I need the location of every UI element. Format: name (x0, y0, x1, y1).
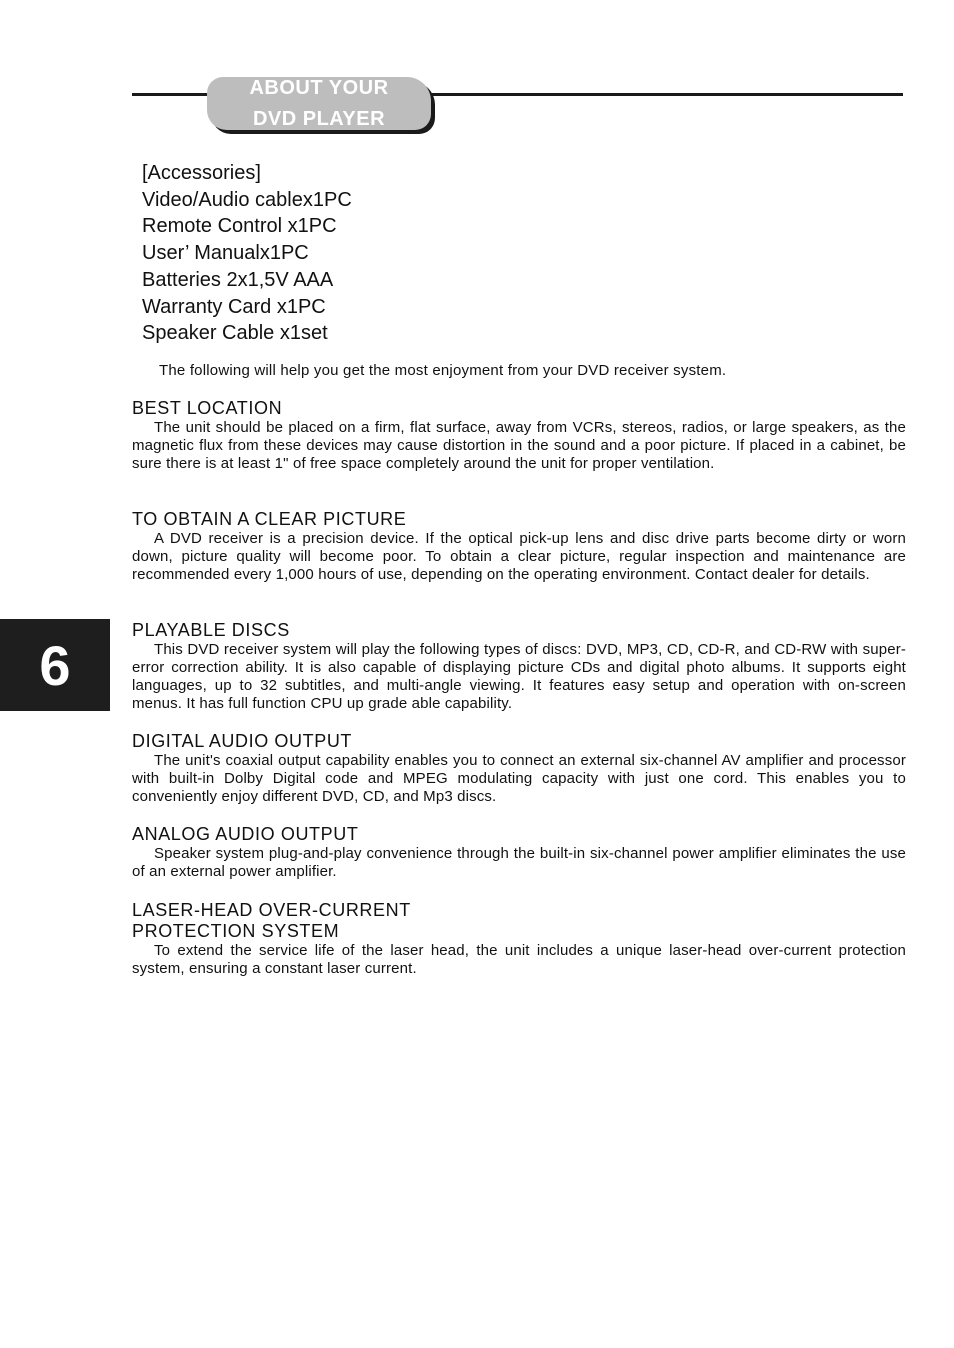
section-title: BEST LOCATION (132, 398, 283, 418)
section-title: PLAYABLE DISCS (132, 620, 290, 640)
accessories-list (142, 160, 352, 347)
accessory-item: Warranty Card x1PC (142, 295, 326, 318)
page-number: 6 (39, 633, 71, 697)
section-body: The unit should be placed on a firm, flat surface, away from VCRs, stereos, radios, or large speakers, as the magnetic flux from these devices may cause distortion in the sound and a poor picture. If placed in a cabinet, be sure there is at least 1" of free space completely around the unit for proper ventilation. (132, 419, 906, 472)
header-rule-left (132, 93, 212, 96)
section-body: This DVD receiver system will play the following types of discs: DVD, MP3, CD, CD-R, and CD-RW with super-error correction ability. It is also capable of displaying picture CDs and digital photo albums. It supports eight languages, up to 32 subtitles, and multi-angle viewing. It features easy setup and operation with on-screen menus. It has full function CPU up grade able capability. (132, 641, 906, 712)
header-rule-right (430, 93, 903, 96)
section-title-line2: PROTECTION SYSTEM (132, 921, 340, 941)
section-title: LASER-HEAD OVER-CURRENT (132, 900, 411, 920)
section-body: Speaker system plug-and-play convenience through the built-in six-channel power amplifier eliminates the use of an external power amplifier. (132, 845, 906, 880)
header-title-line2: DVD PLAYER (252, 107, 386, 130)
section-best-location (132, 398, 906, 473)
section-playable-discs (132, 620, 906, 713)
section-clear-picture (132, 509, 906, 584)
section-body: The unit's coaxial output capability enables you to connect an external six-channel AV amplifier and processor with built-in Dolby Digital code and MPEG modulating capacity with just one cord. This enables you to conveniently enjoy different DVD, CD, and Mp3 discs. (132, 752, 906, 805)
section-body: A DVD receiver is a precision device. If the optical pick-up lens and disc drive parts become dirty or worn down, picture quality will become poor. To obtain a clear picture, regular inspection and maintenance are recommended every 1,000 hours of use, depending on the operating environment. Contact dealer for details. (132, 530, 906, 583)
accessories-heading: [Accessories] (142, 162, 261, 184)
section-digital-audio (132, 731, 906, 806)
section-body: To extend the service life of the laser head, the unit includes a unique laser-head over-current protection system, ensuring a constant laser current. (132, 942, 906, 977)
section-laser-protection (132, 900, 906, 978)
section-title: DIGITAL AUDIO OUTPUT (132, 731, 353, 751)
section-analog-audio (132, 824, 906, 881)
page-number-tab (0, 619, 110, 711)
header-tab (207, 77, 431, 130)
section-title: ANALOG AUDIO OUTPUT (132, 824, 359, 844)
accessory-item: User’ Manualx1PC (142, 242, 309, 265)
accessory-item: Video/Audio cablex1PC (142, 188, 352, 211)
section-title: TO OBTAIN A CLEAR PICTURE (132, 509, 407, 529)
intro-text: The following will help you get the most enjoyment from your DVD receiver system. (159, 362, 727, 379)
accessory-item: Speaker Cable x1set (142, 322, 328, 345)
header-title-line1: ABOUT YOUR (249, 76, 389, 99)
accessory-item: Remote Control x1PC (142, 215, 337, 238)
accessory-item: Batteries 2x1,5V AAA (142, 268, 334, 291)
